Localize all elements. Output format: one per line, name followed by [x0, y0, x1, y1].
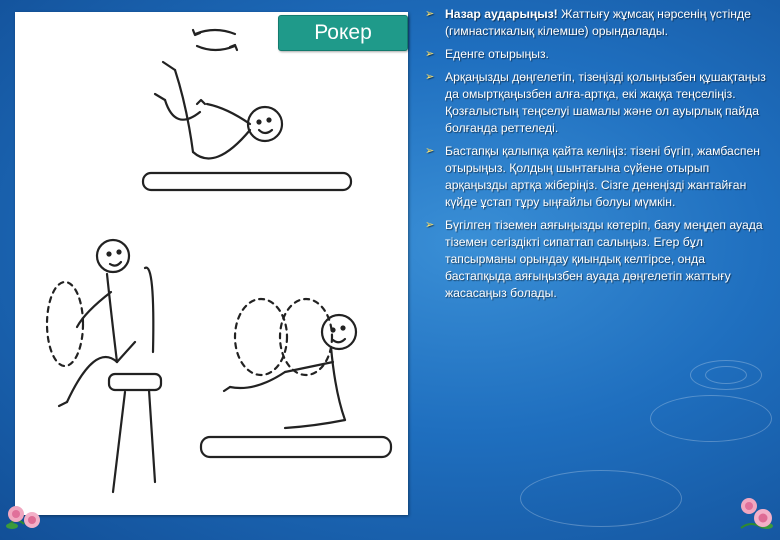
- list-item-text: Жаттығу жұмсақ нәрсенің үстінде (гимнастикалық кілемше) орындалады.: [445, 7, 751, 38]
- slide-title: Рокер: [278, 15, 408, 51]
- arrow-bullet-icon: ➢: [425, 8, 435, 20]
- list-item: [423, 143, 773, 211]
- arrow-bullet-icon: ➢: [425, 71, 435, 83]
- warning-label: Назар аударыңыз!: [445, 7, 558, 21]
- water-ripple: [650, 395, 772, 442]
- list-item: [423, 46, 773, 63]
- list-item-text: Бастапқы қалыпқа қайта келіңіз: тізені бүгіп, жамбаспен отырыңыз. Қолдың шынтағына сүйене отырып арқаңызды артқа жіберіңіз. Сізге денеңізді жантайған күйде ұстап тұру ыңғайлы болуы мүмкін.: [445, 144, 761, 209]
- arrow-bullet-icon: ➢: [425, 219, 435, 231]
- list-item-text: Бүгілген тіземен аяғыңызды көтеріп, баяу меңдеп ауада тіземен сегіздікті сипаттап салыңыз. Егер бұл тапсырманы орындау қиындық келтірсе, онда бастапқыда аяғыңызбен ауада дөңгелетіп жаттығу жасасаңыз болады.: [445, 218, 763, 300]
- list-item-text: Еденге отырыңыз.: [445, 47, 549, 61]
- list-item: [423, 6, 773, 40]
- arrow-bullet-icon: ➢: [425, 48, 435, 60]
- water-ripple: [705, 366, 747, 384]
- exercise-illustration: [15, 12, 408, 515]
- water-ripple: [520, 470, 682, 527]
- rose-flower-icon: [733, 492, 777, 536]
- rose-flower-icon: [2, 496, 46, 540]
- list-item: [423, 217, 773, 302]
- list-item-text: Арқаңызды дөңгелетіп, тізеңізді қолыңызбен құшақтаңыз да омыртқаңызбен алға-артқа, екі жаққа теңселіңіз. Қозғалыстың теңселуі шамалы және ол ауырлық пайда болғанда реттеледі.: [445, 70, 766, 135]
- arrow-bullet-icon: ➢: [425, 145, 435, 157]
- list-item: [423, 69, 773, 137]
- instruction-list: [423, 6, 773, 308]
